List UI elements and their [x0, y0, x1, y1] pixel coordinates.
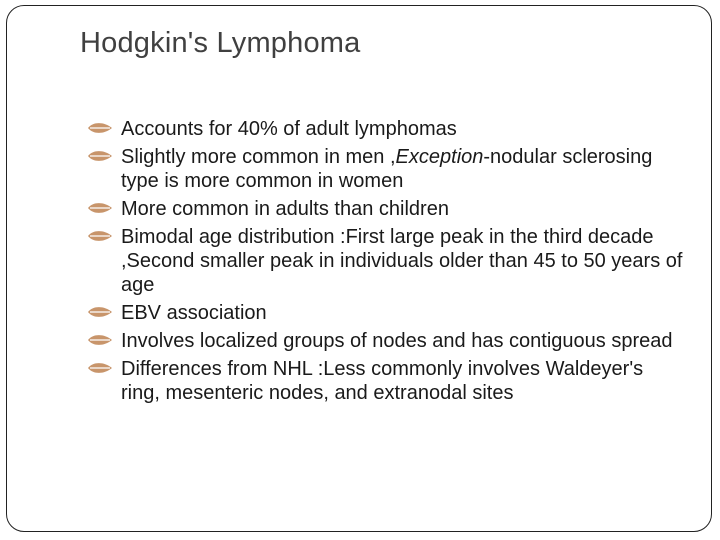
- leaf-bullet-icon: [87, 229, 113, 243]
- leaf-bullet-icon: [87, 149, 113, 163]
- bullet-text-italic: Exception: [395, 146, 484, 168]
- leaf-bullet-icon: [87, 361, 113, 375]
- bullet-text: Differences from NHL :Less commonly involves Waldeyer's ring, mesenteric nodes, and extranodal sites: [121, 358, 644, 404]
- bullet-item: [87, 197, 687, 221]
- bullet-item: [87, 225, 687, 297]
- leaf-bullet-icon: [87, 201, 113, 215]
- bullet-text-post: -nodular sclerosing type is more common in women: [121, 146, 653, 192]
- bullet-text: EBV association: [121, 302, 267, 324]
- bullet-item: [87, 301, 687, 325]
- leaf-bullet-icon: [87, 121, 113, 135]
- bullet-item: [87, 145, 687, 193]
- bullet-item: [87, 117, 687, 141]
- leaf-bullet-icon: [87, 305, 113, 319]
- bullet-text: Bimodal age distribution :First large peak in the third decade ,Second smaller peak in individuals older than 45 to 50 years of age: [121, 226, 683, 296]
- bullet-text: Accounts for 40% of adult lymphomas: [121, 118, 457, 140]
- bullet-list: [87, 117, 687, 409]
- bullet-text: More common in adults than children: [121, 198, 449, 220]
- bullet-text-pre: Slightly more common in men ,: [121, 146, 396, 168]
- slide-title: Hodgkin's Lymphoma: [80, 27, 361, 59]
- bullet-text: Involves localized groups of nodes and has contiguous spread: [121, 330, 673, 352]
- bullet-item: [87, 329, 687, 353]
- leaf-bullet-icon: [87, 333, 113, 347]
- bullet-item: [87, 357, 687, 405]
